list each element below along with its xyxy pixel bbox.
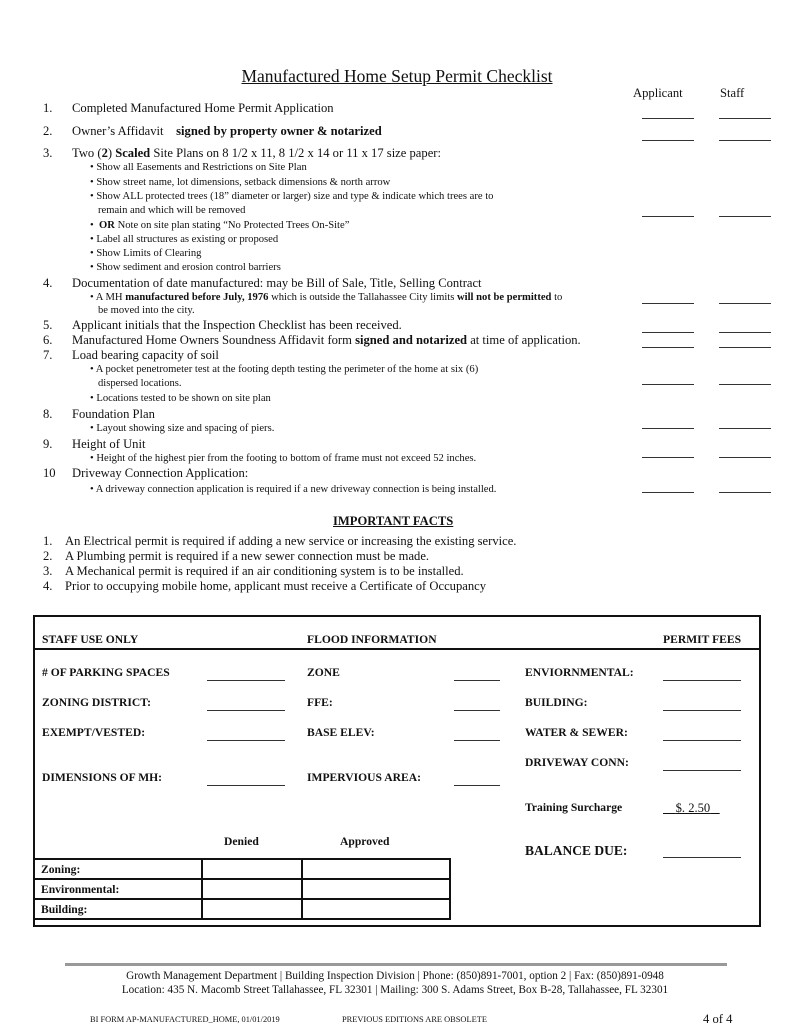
item-number: 3. xyxy=(43,146,53,160)
item-number: 2. xyxy=(43,124,53,138)
driveway-fee-label: DRIVEWAY CONN: xyxy=(525,756,629,769)
bullet: • Height of the highest pier from the footing to bottom of frame must not exceed 52 inches. xyxy=(90,453,477,464)
impervious-area-label: IMPERVIOUS AREA: xyxy=(307,771,421,784)
table-row xyxy=(34,859,450,879)
row-label: Building: xyxy=(34,899,202,919)
balance-due-label: BALANCE DUE: xyxy=(525,843,628,858)
staff-use-heading: STAFF USE ONLY xyxy=(42,633,139,646)
denied-header: Denied xyxy=(224,835,259,848)
parking-spaces-label: # OF PARKING SPACES xyxy=(42,666,170,679)
environmental-fee-field[interactable] xyxy=(663,680,741,681)
row-label: Zoning: xyxy=(34,859,202,879)
important-facts-heading: IMPORTANT FACTS xyxy=(333,514,454,528)
item-text: Documentation of date manufactured: may be Bill of Sale, Title, Selling Contract xyxy=(72,276,482,290)
applicant-signoff-line[interactable] xyxy=(642,303,694,304)
staff-signoff-line[interactable] xyxy=(719,457,771,458)
impervious-area-field[interactable] xyxy=(454,785,500,786)
approved-cell xyxy=(302,859,450,879)
footer-contact-line: Growth Management Department | Building Inspection Division | Phone: (850)891-7001, option 2 | Fax: (850)891-0948 xyxy=(126,970,664,982)
applicant-signoff-line[interactable] xyxy=(642,216,694,217)
row-label: Environmental: xyxy=(34,879,202,899)
bullet: • A MH manufactured before July, 1976 which is outside the Tallahassee City limits will not be permitted to xyxy=(90,292,563,303)
base-elev-label: BASE ELEV: xyxy=(307,726,375,739)
item-text: Load bearing capacity of soil xyxy=(72,348,219,362)
bullet: • Show sediment and erosion control barriers xyxy=(90,262,281,273)
item-number: 6. xyxy=(43,333,53,347)
zoning-district-label: ZONING DISTRICT: xyxy=(42,696,151,709)
permit-fees-heading: PERMIT FEES xyxy=(663,633,742,646)
fact-text: An Electrical permit is required if adding a new service or increasing the existing service. xyxy=(65,534,517,548)
environmental-fee-label: ENVIORNMENTAL: xyxy=(525,666,634,679)
balance-due-field[interactable] xyxy=(663,857,741,858)
item-text: Completed Manufactured Home Permit Application xyxy=(72,101,334,115)
staff-signoff-line[interactable] xyxy=(719,303,771,304)
flood-info-heading: FLOOD INFORMATION xyxy=(307,633,437,646)
page-title: Manufactured Home Setup Permit Checklist xyxy=(241,66,553,86)
bullet: • Layout showing size and spacing of piers. xyxy=(90,423,275,434)
item-number: 10 xyxy=(43,466,56,480)
bullet: • Show ALL protected trees (18” diameter or larger) size and type & indicate which trees are to xyxy=(90,191,494,202)
item-text: Foundation Plan xyxy=(72,407,155,421)
footer-rule xyxy=(65,963,727,966)
table-row xyxy=(34,879,450,899)
staff-signoff-line[interactable] xyxy=(719,140,771,141)
water-sewer-fee-label: WATER & SEWER: xyxy=(525,726,628,739)
water-sewer-fee-field[interactable] xyxy=(663,740,741,741)
item-number: 1. xyxy=(43,101,53,115)
obsolete-note: PREVIOUS EDITIONS ARE OBSOLETE xyxy=(342,1015,487,1024)
fact-number: 1. xyxy=(43,534,53,548)
header-divider xyxy=(33,648,761,650)
bullet: • Show street name, lot dimensions, setback dimensions & north arrow xyxy=(90,177,391,188)
bullet: • Show all Easements and Restrictions on Site Plan xyxy=(90,162,307,173)
staff-signoff-line[interactable] xyxy=(719,332,771,333)
bullet: • A pocket penetrometer test at the footing depth testing the perimeter of the home at six (6) xyxy=(90,364,479,375)
staff-signoff-line[interactable] xyxy=(719,216,771,217)
item-number: 8. xyxy=(43,407,53,421)
approved-cell xyxy=(302,899,450,919)
approved-cell xyxy=(302,879,450,899)
staff-column-header: Staff xyxy=(720,86,745,100)
applicant-signoff-line[interactable] xyxy=(642,492,694,493)
staff-signoff-line[interactable] xyxy=(719,428,771,429)
bullet: • Show Limits of Clearing xyxy=(90,248,202,259)
item-text: Owner’s Affidavit signed by property owner & notarized xyxy=(72,124,382,138)
staff-signoff-line[interactable] xyxy=(719,384,771,385)
bullet-continuation: remain and which will be removed xyxy=(98,205,246,216)
bullet-continuation: be moved into the city. xyxy=(98,305,195,316)
item-text: Driveway Connection Application: xyxy=(72,466,249,480)
denied-cell xyxy=(202,859,302,879)
fact-number: 2. xyxy=(43,549,53,563)
page-number: 4 of 4 xyxy=(703,1012,733,1026)
item-number: 9. xyxy=(43,437,53,451)
item-text: Applicant initials that the Inspection Checklist has been received. xyxy=(72,318,402,332)
table-row xyxy=(34,899,450,919)
applicant-column-header: Applicant xyxy=(633,86,683,100)
bullet: • A driveway connection application is required if a new driveway connection is being installed. xyxy=(90,484,497,495)
applicant-signoff-line[interactable] xyxy=(642,428,694,429)
item-number: 4. xyxy=(43,276,53,290)
fact-text: A Mechanical permit is required if an air conditioning system is to be installed. xyxy=(65,564,464,578)
training-surcharge-label: Training Surcharge xyxy=(525,801,623,814)
review-table xyxy=(33,858,451,920)
staff-signoff-line[interactable] xyxy=(719,118,771,119)
applicant-signoff-line[interactable] xyxy=(642,332,694,333)
bullet: • Label all structures as existing or proposed xyxy=(90,234,279,245)
parking-spaces-field[interactable] xyxy=(207,680,285,681)
ffe-label: FFE: xyxy=(307,696,333,709)
form-id: BI FORM AP-MANUFACTURED_HOME, 01/01/2019 xyxy=(90,1015,280,1024)
zone-label: ZONE xyxy=(307,666,340,679)
item-number: 7. xyxy=(43,348,53,362)
applicant-signoff-line[interactable] xyxy=(642,384,694,385)
applicant-signoff-line[interactable] xyxy=(642,118,694,119)
fact-number: 3. xyxy=(43,564,53,578)
footer-address-line: Location: 435 N. Macomb Street Tallahassee, FL 32301 | Mailing: 300 S. Adams Street, Box B-28, Tallahassee, FL 32301 xyxy=(121,984,669,996)
denied-cell xyxy=(202,879,302,899)
bullet: • OR Note on site plan stating “No Protected Trees On-Site” xyxy=(90,220,350,231)
staff-signoff-line[interactable] xyxy=(719,492,771,493)
building-fee-field[interactable] xyxy=(663,710,741,711)
fact-text: A Plumbing permit is required if a new sewer connection must be made. xyxy=(65,549,430,563)
exempt-vested-label: EXEMPT/VESTED: xyxy=(42,726,146,739)
bullet-continuation: dispersed locations. xyxy=(98,378,182,389)
fact-text: Prior to occupying mobile home, applicant must receive a Certificate of Occupancy xyxy=(65,579,487,593)
item-text: Two (2) Scaled Site Plans on 8 1/2 x 11, 8 1/2 x 14 or 11 x 17 size paper: xyxy=(72,146,441,160)
zone-field[interactable] xyxy=(454,680,500,681)
item-number: 5. xyxy=(43,318,53,332)
ffe-field[interactable] xyxy=(454,710,500,711)
applicant-signoff-line[interactable] xyxy=(642,347,694,348)
building-fee-label: BUILDING: xyxy=(525,696,588,709)
applicant-signoff-line[interactable] xyxy=(642,457,694,458)
staff-signoff-line[interactable] xyxy=(719,347,771,348)
approved-header: Approved xyxy=(340,835,390,848)
exempt-vested-field[interactable] xyxy=(207,740,285,741)
base-elev-field[interactable] xyxy=(454,740,500,741)
applicant-signoff-line[interactable] xyxy=(642,140,694,141)
driveway-fee-field[interactable] xyxy=(663,770,741,771)
bullet: • Locations tested to be shown on site plan xyxy=(90,393,271,404)
dimensions-field[interactable] xyxy=(207,785,285,786)
item-text: Manufactured Home Owners Soundness Affidavit form signed and notarized at time of application. xyxy=(72,333,581,347)
training-surcharge-value: $. 2.50 xyxy=(675,801,711,815)
dimensions-label: DIMENSIONS OF MH: xyxy=(42,771,163,784)
zoning-district-field[interactable] xyxy=(207,710,285,711)
item-text: Height of Unit xyxy=(72,437,146,451)
fact-number: 4. xyxy=(43,579,53,593)
denied-cell xyxy=(202,899,302,919)
